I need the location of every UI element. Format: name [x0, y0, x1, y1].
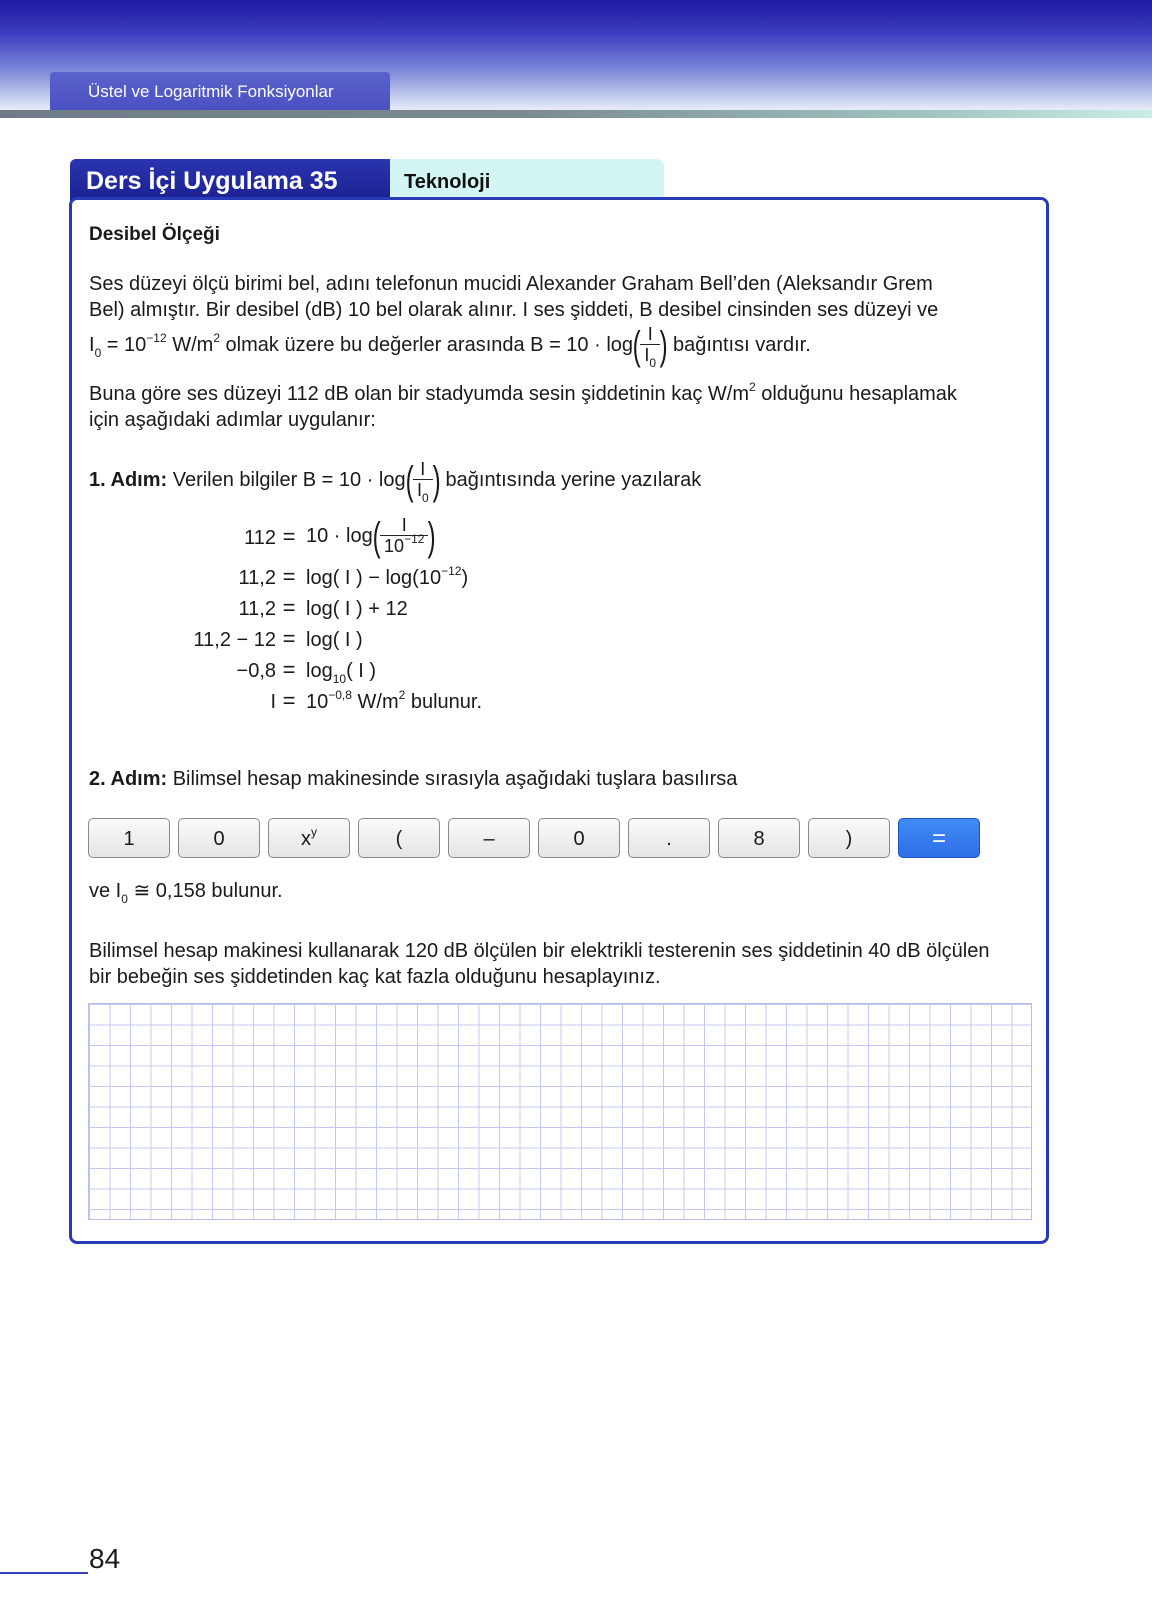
subscript: 0	[421, 491, 429, 506]
subscript: 0	[649, 356, 657, 371]
superscript: 2	[398, 688, 406, 702]
task-line-1: Bilimsel hesap makinesi kullanarak 120 dB ölçülen bir elektrikli testerenin ses şiddetinin 40 dB ölçülen	[89, 940, 990, 962]
fraction-denominator	[413, 480, 433, 506]
step-1-label: 1. Adım:	[89, 469, 168, 491]
key-close-paren[interactable]: )	[808, 818, 890, 858]
text: = 10	[101, 334, 147, 356]
key-open-paren[interactable]: (	[358, 818, 440, 858]
fraction-I-over-I0	[413, 459, 433, 506]
superscript: −12	[441, 564, 462, 578]
text: 10	[384, 536, 405, 557]
eq-5-right	[306, 660, 377, 686]
eq-3-left: 11,2	[238, 598, 276, 620]
step-2-line	[89, 766, 737, 792]
exercise-title: Ders İçi Uygulama 35	[70, 159, 392, 201]
fraction-numerator: I	[380, 515, 428, 536]
answer-grid[interactable]	[88, 1003, 1032, 1220]
key-negative[interactable]: –	[448, 818, 530, 858]
text: I	[416, 480, 422, 501]
eq-5-left: −0,8	[236, 660, 276, 682]
eq-1-left: 112	[244, 527, 276, 549]
eq-1-sign: =	[282, 524, 296, 549]
text: 10 · log	[306, 525, 373, 547]
exercise-subtitle: Desibel Ölçeği	[89, 224, 220, 245]
fraction-denominator	[380, 532, 428, 558]
key-0[interactable]: 0	[178, 818, 260, 858]
text: I	[644, 345, 650, 366]
text: ve I	[89, 880, 122, 902]
intro-line-3	[89, 323, 811, 371]
step-2-label: 2. Adım:	[89, 768, 168, 790]
text: Bilimsel hesap makinesinde sırasıyla aşağıdaki tuşlara basılırsa	[167, 768, 738, 790]
superscript: 2	[213, 331, 220, 345]
subscript: 0	[94, 346, 102, 360]
text: bulunur.	[405, 691, 483, 713]
eq-4-left: 11,2 − 12	[193, 629, 276, 651]
eq-2-left: 11,2	[238, 567, 276, 589]
right-paren: )	[428, 514, 437, 559]
result-line	[89, 878, 283, 906]
key-label: x	[301, 828, 311, 850]
eq-2-right	[306, 564, 469, 590]
fraction-I-over-I0	[640, 324, 660, 371]
eq-2-sign: =	[282, 564, 296, 589]
key-equals[interactable]: =	[898, 818, 980, 858]
text: bağıntısında yerine yazılarak	[439, 469, 702, 491]
page-number-line	[0, 1572, 88, 1574]
right-paren: )	[659, 323, 668, 368]
text: Buna göre ses düzeyi 112 dB olan bir stadyumda sesin şiddetinin kaç W/m	[89, 383, 749, 405]
text: log( I ) − log(10	[306, 567, 442, 589]
text: ≅ 0,158 bulunur.	[127, 880, 283, 902]
left-paren: (	[632, 323, 641, 368]
text: olmak üzere bu değerler arasında B = 10 · log	[220, 334, 634, 356]
text: log	[306, 660, 333, 682]
text: 10	[306, 691, 329, 713]
eq-4-right: log( I )	[306, 629, 363, 651]
superscript: −12	[146, 331, 167, 345]
fraction-numerator: I	[640, 324, 660, 345]
left-paren: (	[405, 458, 414, 503]
header-stripe	[0, 110, 1152, 118]
step-1-line	[89, 458, 702, 506]
left-paren: (	[372, 514, 381, 559]
superscript: −0,8	[328, 688, 352, 702]
superscript: 2	[748, 380, 756, 394]
eq-1-right	[306, 514, 436, 558]
key-decimal[interactable]: .	[628, 818, 710, 858]
page-number: 84	[89, 1543, 121, 1574]
eq-6-right	[306, 688, 483, 714]
technology-tag: Teknoloji	[390, 159, 664, 201]
fraction-denominator	[640, 345, 660, 371]
fraction-I-over-10-12	[380, 515, 428, 558]
eq-3-sign: =	[282, 595, 296, 620]
text: )	[461, 567, 469, 589]
question-line-1	[89, 381, 957, 409]
fraction-numerator: I	[413, 459, 433, 480]
task-line-2: bir bebeğin ses şiddetinden kaç kat fazla olduğunu hesaplayınız.	[89, 966, 661, 988]
right-paren: )	[432, 458, 441, 503]
question-line-2: için aşağıdaki adımlar uygulanır:	[89, 409, 376, 431]
eq-6-sign: =	[282, 688, 296, 713]
chapter-title: Üstel ve Logaritmik Fonksiyonlar	[50, 72, 390, 112]
superscript: y	[311, 825, 317, 839]
text: W/m	[351, 691, 399, 713]
key-0[interactable]: 0	[538, 818, 620, 858]
eq-4-sign: =	[282, 626, 296, 651]
key-1[interactable]: 1	[88, 818, 170, 858]
eq-6-left: I	[270, 691, 276, 713]
superscript: −12	[404, 532, 425, 547]
eq-5-sign: =	[282, 657, 296, 682]
text: ( I )	[346, 660, 377, 682]
text: olduğunu hesaplamak	[755, 383, 957, 405]
subscript: 10	[332, 672, 347, 686]
key-8[interactable]: 8	[718, 818, 800, 858]
eq-3-right: log( I ) + 12	[306, 598, 408, 620]
text: Verilen bilgiler B = 10 · log	[167, 469, 406, 491]
text: W/m	[166, 334, 214, 356]
key-power[interactable]	[268, 818, 350, 858]
subscript: 0	[121, 892, 128, 906]
intro-line-1: Ses düzeyi ölçü birimi bel, adını telefonun mucidi Alexander Graham Bell’den (Aleksandır Grem	[89, 273, 933, 295]
intro-line-2: Bel) almıştır. Bir desibel (dB) 10 bel olarak alınır. I ses şiddeti, B desibel cinsinden ses düzeyi ve	[89, 299, 939, 321]
text: bağıntısı vardır.	[667, 334, 811, 356]
text-I: I	[89, 334, 95, 356]
